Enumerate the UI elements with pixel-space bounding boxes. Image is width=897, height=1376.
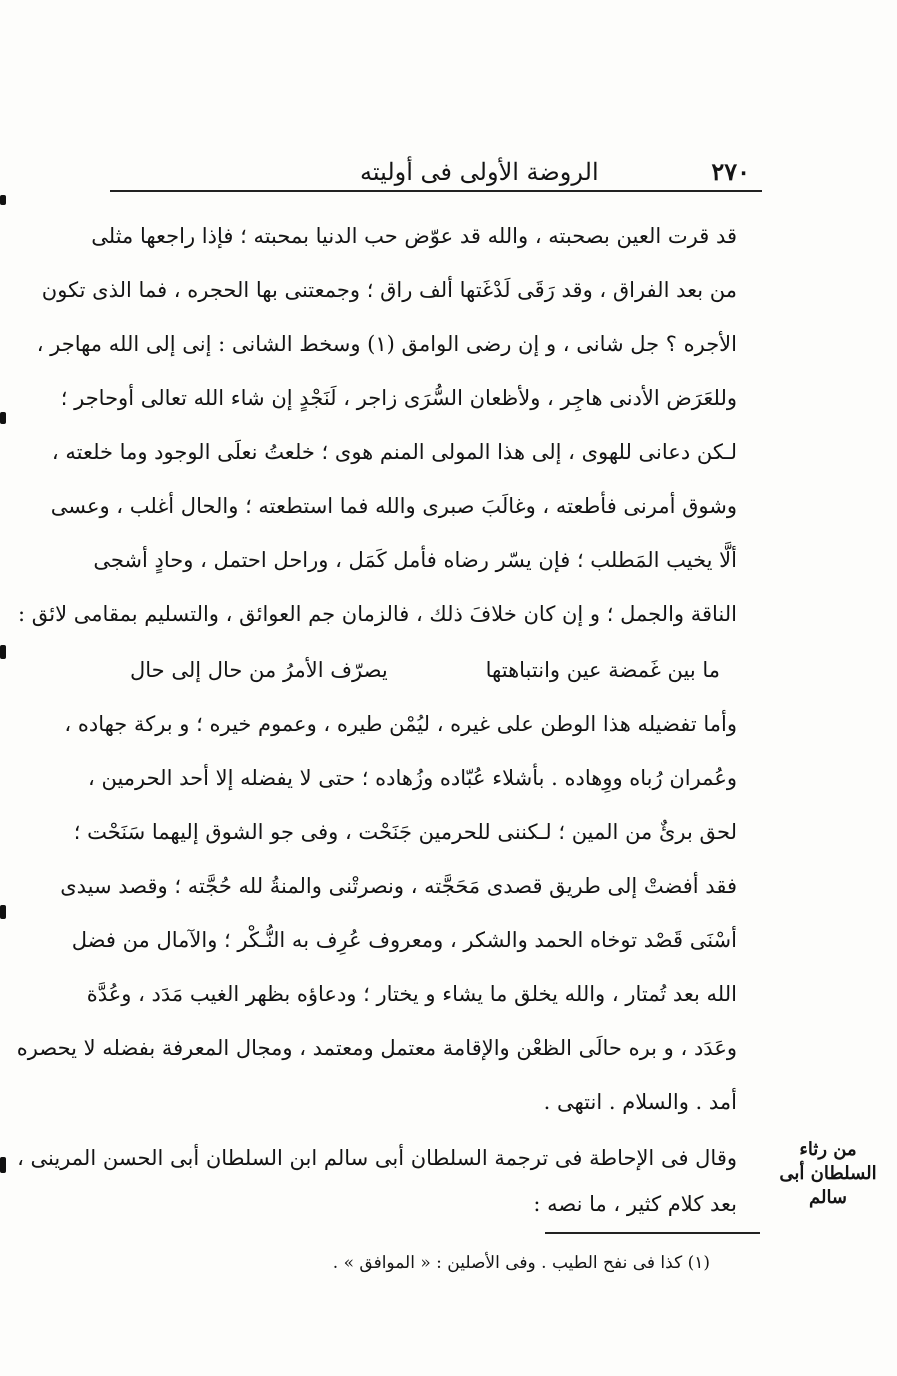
scan-mark xyxy=(0,1157,6,1173)
body-line: أسْنَى قَصْد توخاه الحمد والشكر ، ومعروف عُرِف به النُّـكْر ؛ والآمال من فضل xyxy=(71,928,737,952)
body-line: من بعد الفراق ، وقد رَقَى لَدْغَتها ألف راق ؛ وجمعتنى بها الحجره ، فما الذى تكون xyxy=(41,278,737,302)
body-line: لـكن دعانى للهوى ، إلى هذا المولى المنم هوى ؛ خلعتُ نعلَى الوجود وما خلعته ، xyxy=(51,440,737,464)
page-number: ٢٧٠ xyxy=(711,157,750,186)
scan-mark xyxy=(0,195,6,205)
body-line: وأما تفضيله هذا الوطن على غيره ، ليُمْن طيره ، وعموم خيره ؛ و بركة جهاده ، xyxy=(64,712,737,736)
verse-second-hemistich: يصرّف الأمرُ من حال إلى حال xyxy=(130,658,388,682)
body-line: الأجره ؟ جل شانى ، و إن رضى الوامق (١) وسخط الشانى : إنى إلى الله مهاجر ، xyxy=(36,332,737,356)
running-title: الروضة الأولى فى أوليته xyxy=(360,158,599,186)
scan-mark xyxy=(0,905,6,919)
body-line: الله بعد تُمتار ، والله يخلق ما يشاء و يختار ؛ ودعاؤه بظهر الغيب مَدَد ، وعُدَّة xyxy=(86,982,737,1006)
scan-mark xyxy=(0,412,6,424)
body-line: أمد . والسلام . انتهى . xyxy=(543,1090,737,1114)
page-header xyxy=(110,150,762,192)
body-line: وقال فى الإحاطة فى ترجمة السلطان أبى سالم ابن السلطان أبى الحسن المرينى ، xyxy=(17,1146,737,1170)
body-line: وشوق أمرنى فأطعته ، وغالَبَ صبرى والله فما استطعته ؛ والحال أغلب ، وعسى xyxy=(50,494,737,518)
footnote: (١) كذا فى نفح الطيب . وفى الأصلين : « الموافق » . xyxy=(332,1253,710,1273)
body-line: فقد أفضتْ إلى طريق قصدى مَحَجَّته ، ونصرتْنى والمنةُ لله حُجَّته ؛ وقصد سيدى xyxy=(60,874,737,898)
body-line: قد قرت العين بصحبته ، والله قد عوّض حب الدنيا بمحبته ؛ فإذا راجعها مثلى xyxy=(91,224,737,248)
verse xyxy=(130,650,720,690)
verse-first-hemistich: ما بين غَمضة عين وانتباهتها xyxy=(485,658,720,682)
body-line: لحق برئٌ من المين ؛ لـكننى للحرمين جَنَحْت ، وفى جو الشوق إليهما سَنَحْت ؛ xyxy=(73,820,737,844)
body-line: وللعَرَض الأدنى هاجِر ، ولأظعان السُّرَى زاجر ، لَنَجْدٍ إن شاء الله تعالى أوحاجر ؛ xyxy=(60,386,737,410)
body-line: وعَدَد ، و بره حالَى الظعْن والإقامة معتمل ومعتمد ، ومجال المعرفة بفضله لا يحصره xyxy=(16,1036,737,1060)
body-line: بعد كلام كثير ، ما نصه : xyxy=(533,1192,737,1216)
body-line: الناقة والجمل ؛ و إن كان خلافَ ذلك ، فالزمان جم العوائق ، والتسليم بمقامى لائق : xyxy=(18,602,737,626)
scan-mark xyxy=(0,645,6,659)
body-line: وعُمران رُباه ووِهاده . بأشلاء عُبّاده وزُهاده ؛ حتى لا يفضله إلا أحد الحرمين ، xyxy=(88,766,737,790)
footnote-rule xyxy=(545,1232,760,1234)
margin-note: من رثاء السلطان أبى سالم xyxy=(779,1139,877,1208)
body-line: ألَّا يخيب المَطلب ؛ فإن يسّر رضاه فأمل كَمَل ، وراحل احتمل ، وحادٍ أشجى xyxy=(93,548,737,572)
